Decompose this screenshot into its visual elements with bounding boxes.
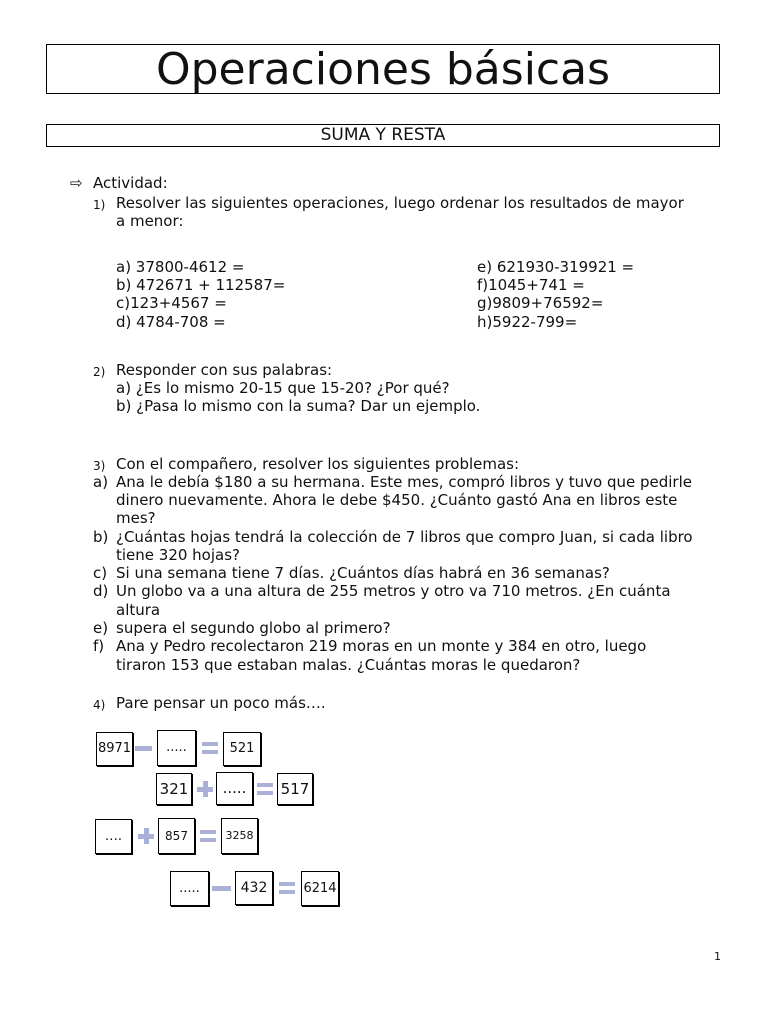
q3-item-line: ¿Cuántas hojas tendrá la colección de 7 libros que compro Juan, si cada libro — [116, 528, 693, 546]
q3-item-line: Si una semana tiene 7 días. ¿Cuántos días habrá en 36 semanas? — [116, 564, 610, 582]
q3-number: 3) — [93, 459, 106, 473]
q3-item-label: c) — [93, 564, 108, 582]
section-subtitle: SUMA Y RESTA — [46, 124, 720, 147]
q1-op-a: a) 37800-4612 = — [116, 258, 245, 276]
q1-text-line1: Resolver las siguientes operaciones, luego ordenar los resultados de mayor — [116, 194, 684, 212]
q3-item-label: a) — [93, 473, 109, 491]
puzzle-1-minuend: 8971 — [96, 732, 133, 766]
q3-item-label: d) — [93, 582, 109, 600]
q1-number: 1) — [93, 198, 106, 212]
q2-number: 2) — [93, 365, 106, 379]
q3-item-line: Ana y Pedro recolectaron 219 moras en un monte y 384 en otro, luego — [116, 637, 647, 655]
q3-item-line: mes? — [116, 509, 156, 527]
q2-line: a) ¿Es lo mismo 20-15 que 15-20? ¿Por qué? — [116, 379, 450, 397]
q3-item-line: Ana le debía $180 a su hermana. Este mes, compró libros y tuvo que pedirle — [116, 473, 692, 491]
activity-label: Actividad: — [93, 174, 168, 192]
puzzle-3-blank[interactable]: …. — [95, 819, 132, 854]
arrow-bullet-icon: ⇨ — [70, 174, 83, 192]
q3-item-label: f) — [93, 637, 105, 655]
q1-op-b: b) 472671 + 112587= — [116, 276, 286, 294]
q3-intro: Con el compañero, resolver los siguientes problemas: — [116, 455, 520, 473]
equals-sign-icon — [202, 741, 218, 755]
puzzle-2-result: 517 — [277, 773, 313, 805]
q1-op-d: d) 4784-708 = — [116, 313, 226, 331]
q3-item-line: dinero nuevamente. Ahora le debe $450. ¿Cuánto gastó Ana en libros este — [116, 491, 678, 509]
q3-item-line: supera el segundo globo al primero? — [116, 619, 391, 637]
q3-item-line: Un globo va a una altura de 255 metros y otro va 710 metros. ¿En cuánta — [116, 582, 671, 600]
puzzle-3-addend: 857 — [158, 818, 195, 854]
q3-item-line: altura — [116, 601, 161, 619]
q2-line: Responder con sus palabras: — [116, 361, 333, 379]
q1-op-h: h)5922-799= — [477, 313, 578, 331]
puzzle-3-result: 3258 — [221, 818, 258, 854]
q1-op-e: e) 621930-319921 = — [477, 258, 635, 276]
puzzle-2-blank[interactable]: ..... — [216, 772, 253, 805]
plus-sign-icon — [138, 828, 154, 844]
minus-sign-icon — [135, 746, 152, 751]
q3-item-line: tiraron 153 que estaban malas. ¿Cuántas moras le quedaron? — [116, 656, 581, 674]
equals-sign-icon — [257, 782, 273, 796]
page-number: 1 — [714, 950, 721, 963]
puzzle-1-blank[interactable]: ..... — [157, 730, 196, 766]
q1-op-g: g)9809+76592= — [477, 294, 604, 312]
q4-text: Pare pensar un poco más…. — [116, 694, 326, 712]
puzzle-1-result: 521 — [223, 732, 261, 766]
q4-number: 4) — [93, 698, 106, 712]
equals-sign-icon — [279, 881, 295, 895]
page-title: Operaciones básicas — [46, 44, 720, 94]
plus-sign-icon — [197, 781, 213, 797]
q1-op-c: c)123+4567 = — [116, 294, 227, 312]
q3-item-label: b) — [93, 528, 109, 546]
q2-line: b) ¿Pasa lo mismo con la suma? Dar un ejemplo. — [116, 397, 481, 415]
equals-sign-icon — [200, 829, 216, 843]
puzzle-4-result: 6214 — [301, 871, 339, 906]
puzzle-4-blank[interactable]: ..... — [170, 871, 209, 906]
minus-sign-icon — [212, 886, 231, 891]
q1-op-f: f)1045+741 = — [477, 276, 585, 294]
q1-text-line2: a menor: — [116, 212, 184, 230]
q3-item-label: e) — [93, 619, 109, 637]
puzzle-4-subtrahend: 432 — [235, 871, 273, 905]
puzzle-2-addend: 321 — [156, 773, 192, 805]
q3-item-line: tiene 320 hojas? — [116, 546, 240, 564]
